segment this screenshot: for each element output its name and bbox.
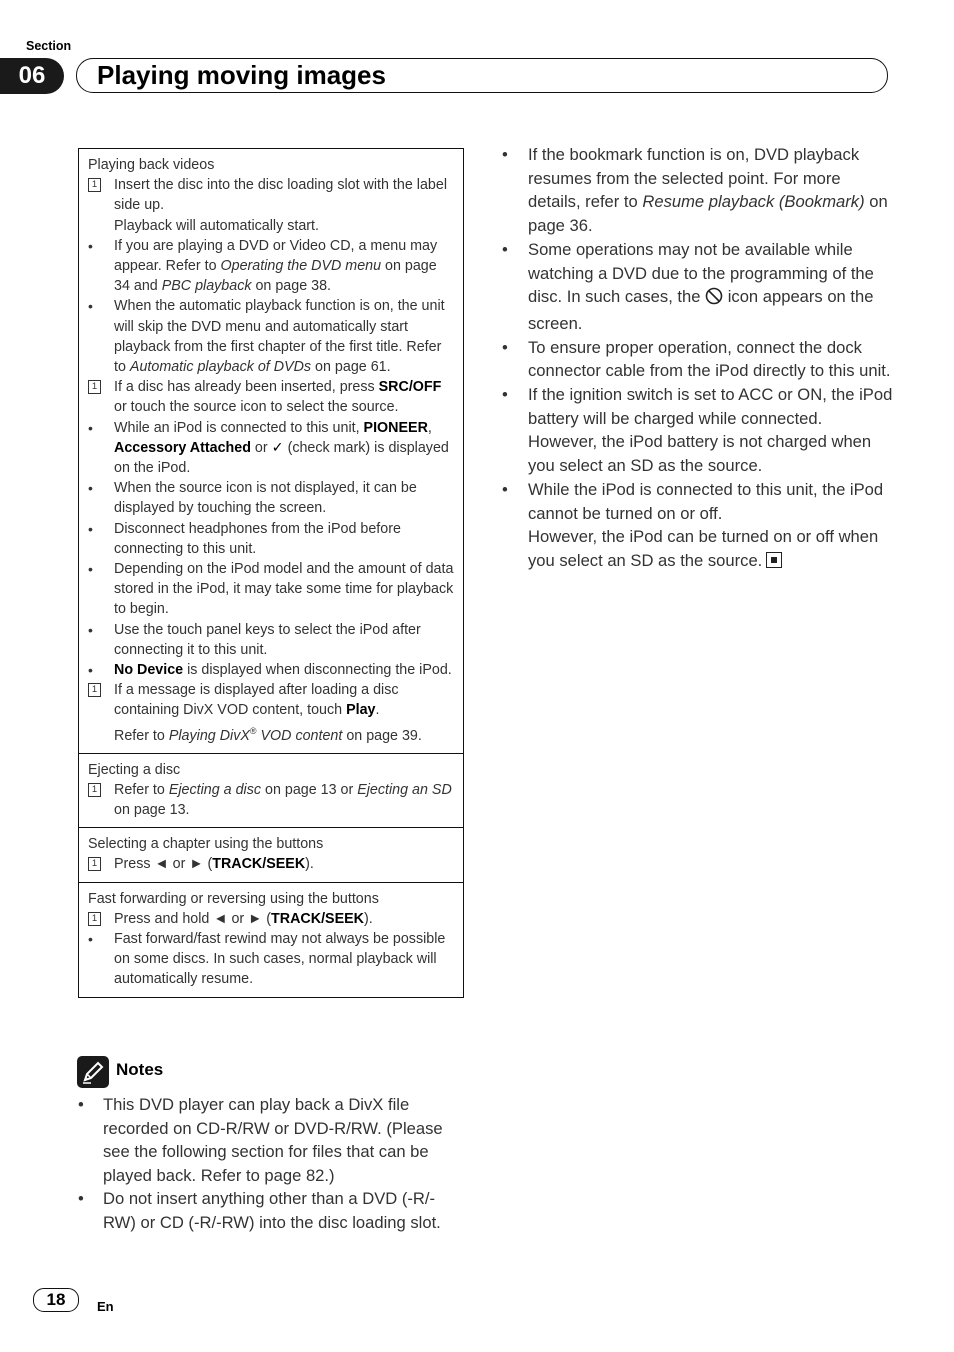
bullet-icon: • — [78, 1095, 84, 1114]
bullet-row — [502, 336, 894, 383]
step-number-icon: 1 — [88, 683, 101, 697]
reference-link: Resume playback (Bookmark) — [642, 192, 865, 212]
text: on page 39. — [342, 727, 422, 744]
reference-link: Ejecting a disc — [168, 781, 262, 798]
key-name: TRACK/SEEK — [271, 910, 364, 927]
bullet-icon: • — [88, 480, 93, 497]
bullet-row — [88, 660, 455, 680]
text: on page 13. — [114, 802, 190, 819]
bullet-row — [502, 478, 894, 573]
page-title: Playing moving images — [97, 60, 386, 90]
text: However, the iPod can be turned on or off when you select an SD as the source. — [528, 527, 879, 570]
section-number: 06 — [0, 58, 64, 94]
bullet-icon: • — [88, 561, 93, 578]
notes-list — [78, 1093, 463, 1234]
text: on page 38. — [251, 278, 331, 295]
key-name: PIONEER — [363, 419, 428, 436]
section-label: Section — [26, 39, 72, 53]
note-text: This DVD player can play back a DivX file recorded on CD-R/RW or DVD-R/RW. (Please see the following section for files that can be played back. Refer to page 82.) — [103, 1095, 443, 1185]
note-text: Do not insert anything other than a DVD (-R/-RW) or CD (-R/-RW) into the disc loading slot. — [103, 1189, 441, 1232]
text: on page 34 and — [114, 258, 437, 295]
text: If you are playing a DVD or Video CD, a menu may appear. Refer to — [114, 237, 438, 275]
bullet-row — [88, 478, 455, 518]
text: While an iPod is connected to this unit, — [114, 419, 364, 436]
text: Press and hold ◄ or ► ( — [114, 910, 272, 927]
step-number-icon: 1 — [88, 912, 101, 926]
bullet-row — [502, 143, 894, 238]
bullet-row — [88, 620, 455, 660]
text: on page 61. — [311, 359, 391, 376]
text: Press ◄ or ► ( — [114, 856, 213, 873]
bullet-icon: • — [88, 520, 93, 537]
text: Disconnect headphones from the iPod before connecting to this unit. — [114, 520, 401, 557]
language-label: En — [97, 1299, 114, 1314]
ejecting-heading: Ejecting a disc — [88, 761, 181, 778]
reference-link: PBC playback — [161, 278, 252, 295]
bullet-row — [88, 929, 455, 990]
text: Fast forward/fast rewind may not always be possible on some discs. In such cases, normal playback will automatically resume. — [114, 931, 446, 988]
key-name: TRACK/SEEK — [212, 856, 306, 873]
text: is displayed when disconnecting the iPod. — [183, 662, 452, 679]
right-column — [502, 143, 894, 573]
check-mark-icon: ✓ — [271, 439, 284, 456]
step-text: Insert the disc into the disc loading slot with the label side up. — [114, 177, 447, 214]
text: While the iPod is connected to this unit, the iPod cannot be turned on or off. — [528, 479, 884, 523]
reference-link: Automatic playback of DVDs — [129, 359, 312, 376]
title-bar — [76, 58, 888, 93]
text: If the ignition switch is set to ACC or ON, the iPod battery will be charged while connected. However, the iPod battery is not charged when you select an SD as the source. — [528, 385, 893, 476]
chapter-heading: Selecting a chapter using the buttons — [88, 836, 324, 853]
key-name: Accessory Attached — [114, 439, 251, 456]
text: ). — [305, 856, 314, 873]
prohibited-icon — [705, 287, 723, 312]
bullet-icon: • — [88, 419, 93, 436]
ejecting-section — [79, 754, 463, 829]
text: If the bookmark function is on, DVD playback resumes from the selected point. For more details, refer to — [528, 145, 860, 212]
text: If a disc has already been inserted, press — [114, 379, 379, 396]
notes-pencil-icon — [77, 1056, 109, 1088]
bullet-icon: • — [502, 239, 508, 259]
bullet-icon: • — [502, 479, 508, 499]
fast-forward-section — [79, 883, 463, 997]
bullet-icon: • — [88, 298, 93, 315]
note-item — [78, 1187, 463, 1234]
text: Some operations may not be available while watching a DVD due to the programming of the disc. In such cases, the — [528, 239, 874, 307]
registered-mark: ® — [249, 725, 257, 736]
notes-title: Notes — [116, 1060, 164, 1079]
bullet-icon: • — [88, 237, 93, 254]
bullet-row — [88, 296, 455, 377]
bullet-row — [88, 559, 455, 620]
step-number-icon: 1 — [88, 178, 101, 192]
text: To ensure proper operation, connect the dock connector cable from the iPod directly to this unit. — [528, 337, 891, 381]
bullet-row — [502, 383, 894, 478]
bullet-icon: • — [502, 337, 508, 357]
text: or touch the source icon to select the source. — [114, 399, 399, 416]
bullet-icon: • — [88, 931, 93, 948]
step-row — [88, 780, 455, 820]
playing-section — [79, 149, 463, 754]
bullet-icon: • — [502, 385, 508, 405]
key-name: SRC/OFF — [378, 379, 442, 396]
chapter-section — [79, 828, 463, 882]
step-number-icon: 1 — [88, 380, 101, 394]
fast-forward-heading: Fast forwarding or reversing using the buttons — [88, 890, 379, 907]
bullet-icon: • — [502, 145, 508, 164]
procedure-box — [78, 148, 464, 998]
bullet-icon: • — [88, 662, 93, 679]
text: or — [250, 439, 272, 456]
text: . — [375, 702, 380, 719]
key-name: Play — [346, 702, 376, 719]
step-row — [88, 854, 455, 874]
text: If a message is displayed after loading a disc containing DivX VOD content, touch — [114, 682, 399, 719]
step-row — [88, 377, 455, 417]
page-number: 18 — [33, 1288, 79, 1312]
bullet-row — [88, 418, 455, 479]
step-row — [88, 680, 455, 745]
bullet-row — [88, 236, 455, 297]
text: Refer to — [114, 727, 169, 744]
text: When the source icon is not displayed, it can be displayed by touching the screen. — [114, 480, 417, 517]
text: (check mark) is displayed on the iPod. — [114, 439, 449, 477]
step-result: Playback will automatically start. — [114, 217, 319, 234]
text: When the automatic playback function is on, the unit will skip the DVD menu and automatically start playback from the first chapter of the first title. Refer to — [114, 298, 445, 376]
step-row — [88, 175, 455, 236]
reference-link: Ejecting an SD — [357, 781, 452, 798]
key-name: No Device — [114, 662, 184, 679]
step-row — [88, 909, 455, 929]
end-of-section-icon — [766, 552, 782, 568]
bullet-row — [502, 238, 894, 336]
step-number-icon: 1 — [88, 857, 101, 871]
text: on page 36. — [528, 192, 888, 236]
text: , — [427, 419, 432, 436]
text: icon appears on the screen. — [528, 287, 874, 333]
text: Refer to — [114, 781, 169, 798]
bullet-icon: • — [78, 1189, 84, 1208]
reference-link: Playing DivX — [168, 727, 250, 744]
text: ). — [363, 910, 373, 927]
bullet-row — [88, 519, 455, 559]
text: Depending on the iPod model and the amount of data stored in the iPod, it may take some time for playback to begin. — [114, 561, 454, 618]
playing-heading: Playing back videos — [88, 157, 215, 173]
bullet-icon: • — [88, 621, 93, 638]
step-number-icon: 1 — [88, 783, 101, 797]
reference-link: Operating the DVD menu — [220, 258, 382, 275]
text: Use the touch panel keys to select the iPod after connecting it to this unit. — [114, 621, 421, 658]
text: on page 13 or — [261, 781, 358, 798]
reference-link: VOD content — [256, 727, 343, 744]
note-item — [78, 1093, 463, 1187]
